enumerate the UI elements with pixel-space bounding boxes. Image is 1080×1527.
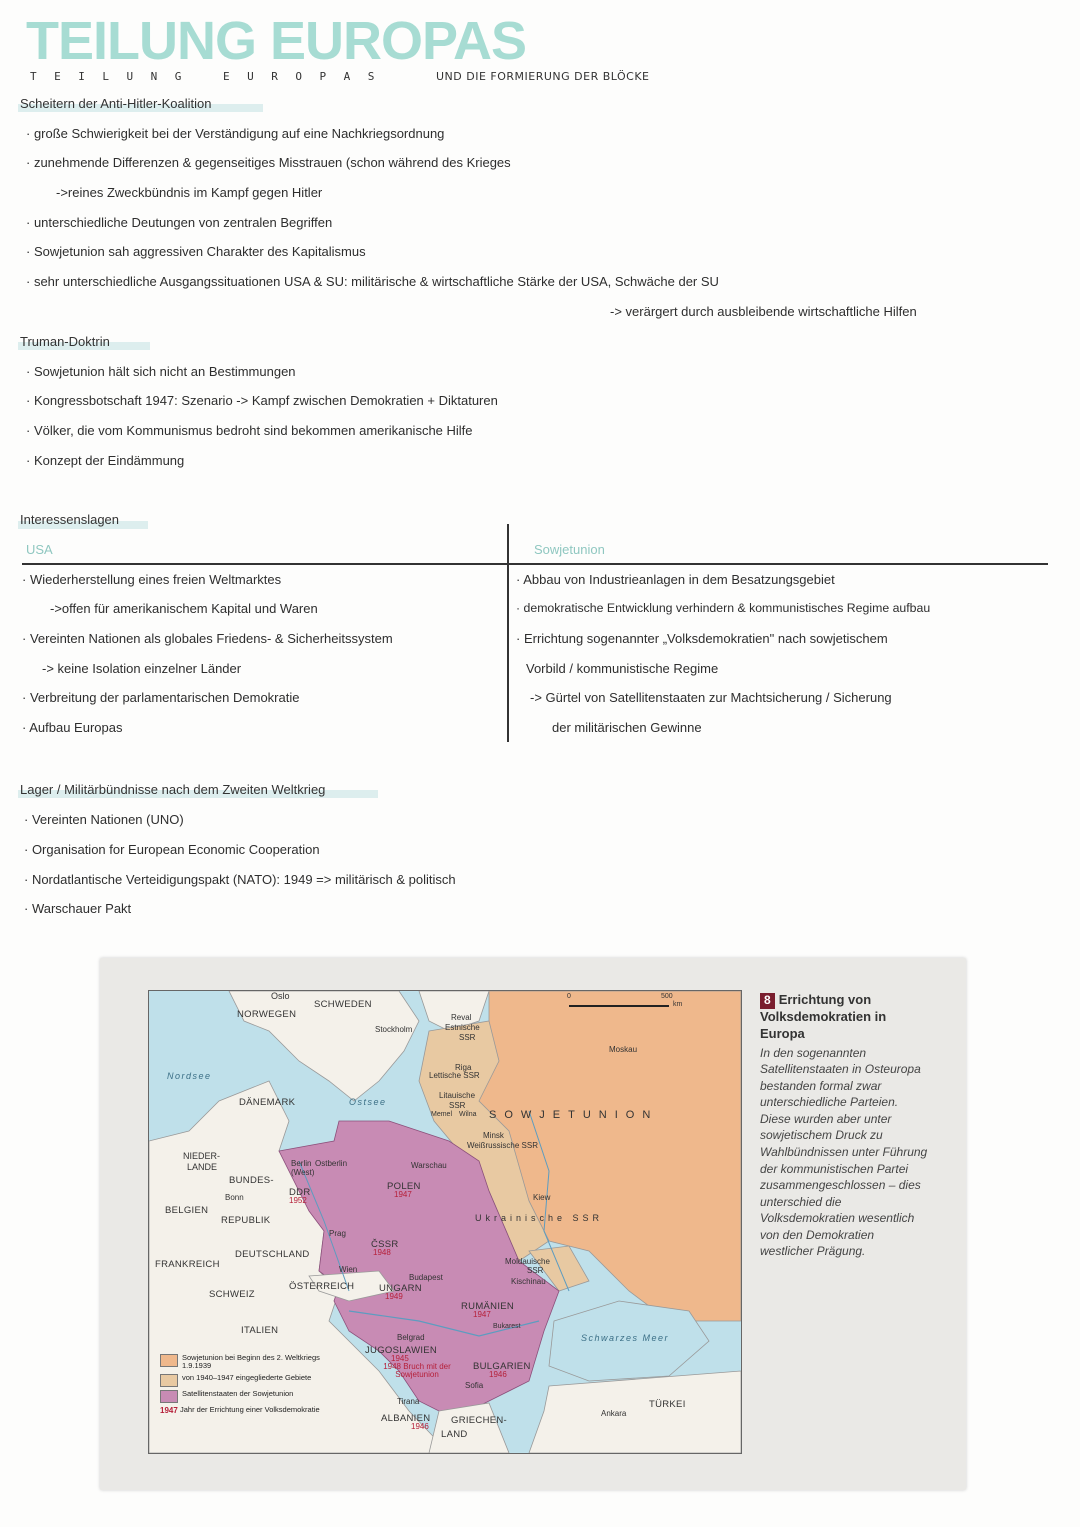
map-label-jugoslawien: JUGOSLAWIEN (365, 1345, 438, 1356)
section-heading-koalition: Scheitern der Anti-Hitler-Koalition (20, 96, 212, 111)
text-line: · sehr unterschiedliche Ausgangssituationen USA & SU: militärische & wirtschaftliche Stärke der USA, Schwäche der SU (26, 274, 719, 289)
map-label-polen: POLEN (387, 1181, 421, 1192)
text-line: · Abbau von Industrieanlagen in dem Besatzungsgebiet (516, 572, 835, 587)
map-label-reval: Reval (451, 1013, 472, 1022)
text-line: · demokratische Entwicklung verhindern & kommunistisches Regime aufbau (516, 601, 931, 615)
text-line: · Nordatlantische Verteidigungspakt (NATO): 1949 => militärisch & politisch (24, 872, 456, 887)
legend-label: von 1940–1947 eingegliederte Gebiete (182, 1372, 312, 1382)
map-legend (160, 1354, 340, 1418)
legend-label: Jahr der Errichtung einer Volksdemokratie (180, 1404, 320, 1414)
legend-swatch (160, 1374, 178, 1387)
caption-number: 8 (760, 993, 775, 1009)
map-label-kiew: Kiew (533, 1193, 551, 1202)
caption-body: In den sogenannten Satellitenstaaten in Osteuropa bestanden formal zwar unterschiedliche Parteien. Diese wurden aber unter sowjetischem Druck zu Wahlbündnissen unter Führung der kommunistischen Partei zusammengeschlossen – dies unterschied die Volksdemokratien wesentlich von den Demokratien westlicher Prägung. (760, 1045, 928, 1259)
map-label-ostberlin: Ostberlin (315, 1159, 348, 1168)
text-line: · Kongressbotschaft 1947: Szenario -> Kampf zwischen Demokratien + Diktaturen (26, 393, 498, 408)
map-label-minsk: Minsk (483, 1131, 504, 1140)
text-line: ->reines Zweckbündnis im Kampf gegen Hitler (56, 185, 323, 200)
map-label-republik: REPUBLIK (221, 1215, 271, 1226)
map-label-tuerkei: TÜRKEI (649, 1399, 686, 1410)
map-label-estnische: Estnische (445, 1023, 480, 1032)
caption-title-row (760, 992, 930, 1043)
map-label-cssr-year: 1948 (373, 1248, 391, 1257)
map-caption (760, 992, 930, 1260)
text-line: · Errichtung sogenannter „Volksdemokratien" nach sowjetischem (516, 631, 888, 646)
text-line: · Wiederherstellung eines freien Weltmarktes (22, 572, 282, 587)
text-line: ->offen für amerikanischem Kapital und Waren (50, 601, 318, 616)
map-label-schweiz: SCHWEIZ (209, 1289, 255, 1300)
column-label-su: Sowjetunion (534, 542, 605, 557)
map-label-oslo: Oslo (271, 991, 290, 1001)
text-line: -> Gürtel von Satellitenstaaten zur Machtsicherung / Sicherung (530, 690, 892, 705)
text-line: · Sowjetunion hält sich nicht an Bestimmungen (26, 364, 296, 379)
map-label-estnische-ssr: SSR (459, 1033, 476, 1042)
map-label-jugo-bruch: 1948 Bruch mit der Sowjetunion (383, 1362, 451, 1380)
text-line: · große Schwierigkeit bei der Verständigung auf eine Nachkriegsordnung (26, 126, 445, 141)
map-label-kischinau: Kischinau (511, 1277, 546, 1286)
text-line: · Aufbau Europas (22, 720, 123, 735)
map-label-schwarzes-meer: Schwarzes Meer (581, 1333, 670, 1343)
page-subtitle: UND DIE FORMIERUNG DER BLÖCKE (436, 70, 650, 83)
text-line: · Völker, die vom Kommunismus bedroht sind bekommen amerikanische Hilfe (26, 423, 473, 438)
text-line: -> verärgert durch ausbleibende wirtschaftliche Hilfen (610, 304, 917, 319)
map-label-litauische: Litauische (439, 1091, 476, 1100)
text-line: · Verbreitung der parlamentarischen Demokratie (22, 690, 300, 705)
section-heading-truman: Truman-Doktrin (20, 334, 110, 349)
map-label-moldau-ssr: SSR (527, 1266, 544, 1275)
map-label-deutschland: DEUTSCHLAND (235, 1249, 310, 1260)
legend-label: Satellitenstaaten der Sowjetunion (182, 1388, 294, 1398)
text-line: · Sowjetunion sah aggressiven Charakter des Kapitalismus (26, 244, 366, 259)
text-line: · Vereinten Nationen (UNO) (24, 812, 184, 827)
map-label-stockholm: Stockholm (375, 1025, 413, 1034)
map-label-niederlande-2: LANDE (187, 1162, 218, 1172)
map-label-berlin: Berlin (291, 1159, 312, 1168)
map-label-ankara: Ankara (601, 1409, 627, 1418)
legend-item (160, 1406, 340, 1415)
map-label-ungarn: UNGARN (379, 1283, 422, 1294)
map-label-ddr-year: 1952 (289, 1196, 307, 1205)
text-line: der militärischen Gewinne (552, 720, 702, 735)
map-label-bukarest: Bukarest (493, 1323, 521, 1330)
map-label-prag: Prag (329, 1229, 346, 1238)
map-label-moskau: Moskau (609, 1045, 638, 1054)
map-label-albanien: ALBANIEN (381, 1413, 431, 1424)
map-label-ostsee: Ostsee (349, 1097, 387, 1107)
table-divider-horizontal (22, 563, 1048, 565)
map-label-wien: Wien (339, 1265, 358, 1274)
map-label-scale-0: 0 (567, 993, 571, 1000)
map-label-berlin-west: (West) (291, 1168, 315, 1177)
map-label-jugo-year: 1945 (391, 1354, 409, 1363)
text-line: · Warschauer Pakt (24, 901, 132, 916)
map-label-griechenland: GRIECHEN- (451, 1415, 508, 1426)
map-label-wilna: Wilna (459, 1111, 477, 1118)
map-label-bundes: BUNDES- (229, 1175, 274, 1186)
map-label-niederlande: NIEDER- (183, 1151, 221, 1161)
map-label-sowjetunion: SOWJETUNION (489, 1109, 659, 1121)
section-heading-militaer: Lager / Militärbündnisse nach dem Zweiten Weltkrieg (20, 782, 326, 797)
map-label-lettische: Lettische SSR (429, 1071, 480, 1080)
map-label-nordsee: Nordsee (167, 1071, 212, 1081)
map-label-ddr: DDR (289, 1187, 311, 1198)
map-label-albanien-year: 1946 (411, 1422, 429, 1431)
page-title-spaced: TEILUNG EUROPAS (30, 70, 392, 83)
map-label-warschau: Warschau (411, 1161, 447, 1170)
map-label-bonn: Bonn (225, 1193, 244, 1202)
legend-label: Sowjetunion bei Beginn des 2. Weltkriegs 1.9.1939 (182, 1353, 320, 1371)
map-label-bulgarien: BULGARIEN (473, 1361, 531, 1372)
map-label-belgrad: Belgrad (397, 1333, 425, 1342)
legend-item (160, 1390, 340, 1403)
map-label-tirana: Tirana (397, 1397, 420, 1406)
map-label-rumaenien: RUMÄNIEN (461, 1301, 515, 1312)
legend-swatch (160, 1390, 178, 1403)
text-line: · Konzept der Eindämmung (26, 453, 185, 468)
map-label-litauische-ssr: SSR (449, 1101, 466, 1110)
map-label-polen-year: 1947 (394, 1190, 412, 1199)
page-title: TEILUNG EUROPAS (26, 11, 527, 71)
section-heading-interessen: Interessenslagen (20, 512, 120, 527)
column-label-usa: USA (26, 542, 53, 557)
map-label-ukrainische: Ukrainische SSR (475, 1213, 604, 1223)
map-label-scale-500: 500 (661, 993, 673, 1000)
map-label-bulgarien-year: 1946 (489, 1370, 507, 1379)
map-label-griechenland-2: LAND (441, 1429, 468, 1440)
text-line: -> keine Isolation einzelner Länder (42, 661, 242, 676)
map-label-weissrussische: Weißrussische SSR (467, 1141, 538, 1150)
map-label-ungarn-year: 1949 (385, 1292, 403, 1301)
text-line: · unterschiedliche Deutungen von zentralen Begriffen (26, 215, 333, 230)
text-line: · Organisation for European Economic Cooperation (24, 842, 320, 857)
map-label-oesterreich: ÖSTERREICH (289, 1281, 355, 1292)
legend-year: 1947 (160, 1405, 178, 1415)
map-label-memel: Memel (431, 1111, 453, 1118)
map-label-moldauische: Moldauische (505, 1257, 550, 1266)
map-label-norwegen: NORWEGEN (237, 1009, 297, 1020)
table-divider-vertical (507, 524, 509, 742)
map-label-scale-km: km (673, 1001, 683, 1008)
map-label-riga: Riga (455, 1063, 472, 1072)
map-label-sofia: Sofia (465, 1381, 484, 1390)
map-label-belgien: BELGIEN (165, 1205, 209, 1216)
legend-swatch (160, 1354, 178, 1367)
legend-item (160, 1374, 340, 1387)
text-line: · zunehmende Differenzen & gegenseitiges Misstrauen (schon während des Krieges (26, 155, 511, 170)
caption-title: Errichtung von Volksdemokratien in Europa (760, 992, 887, 1041)
text-line: · Vereinten Nationen als globales Friedens- & Sicherheitssystem (22, 631, 393, 646)
text-line: Vorbild / kommunistische Regime (526, 661, 719, 676)
legend-item (160, 1354, 340, 1371)
map-label-schweden: SCHWEDEN (314, 999, 372, 1010)
map-label-frankreich: FRANKREICH (155, 1259, 220, 1270)
map-label-daenemark: DÄNEMARK (239, 1097, 296, 1108)
map-label-rumaenien-year: 1947 (473, 1310, 491, 1319)
map-label-cssr: ČSSR (371, 1239, 399, 1250)
map-label-italien: ITALIEN (241, 1325, 279, 1336)
map-label-budapest: Budapest (409, 1273, 443, 1282)
